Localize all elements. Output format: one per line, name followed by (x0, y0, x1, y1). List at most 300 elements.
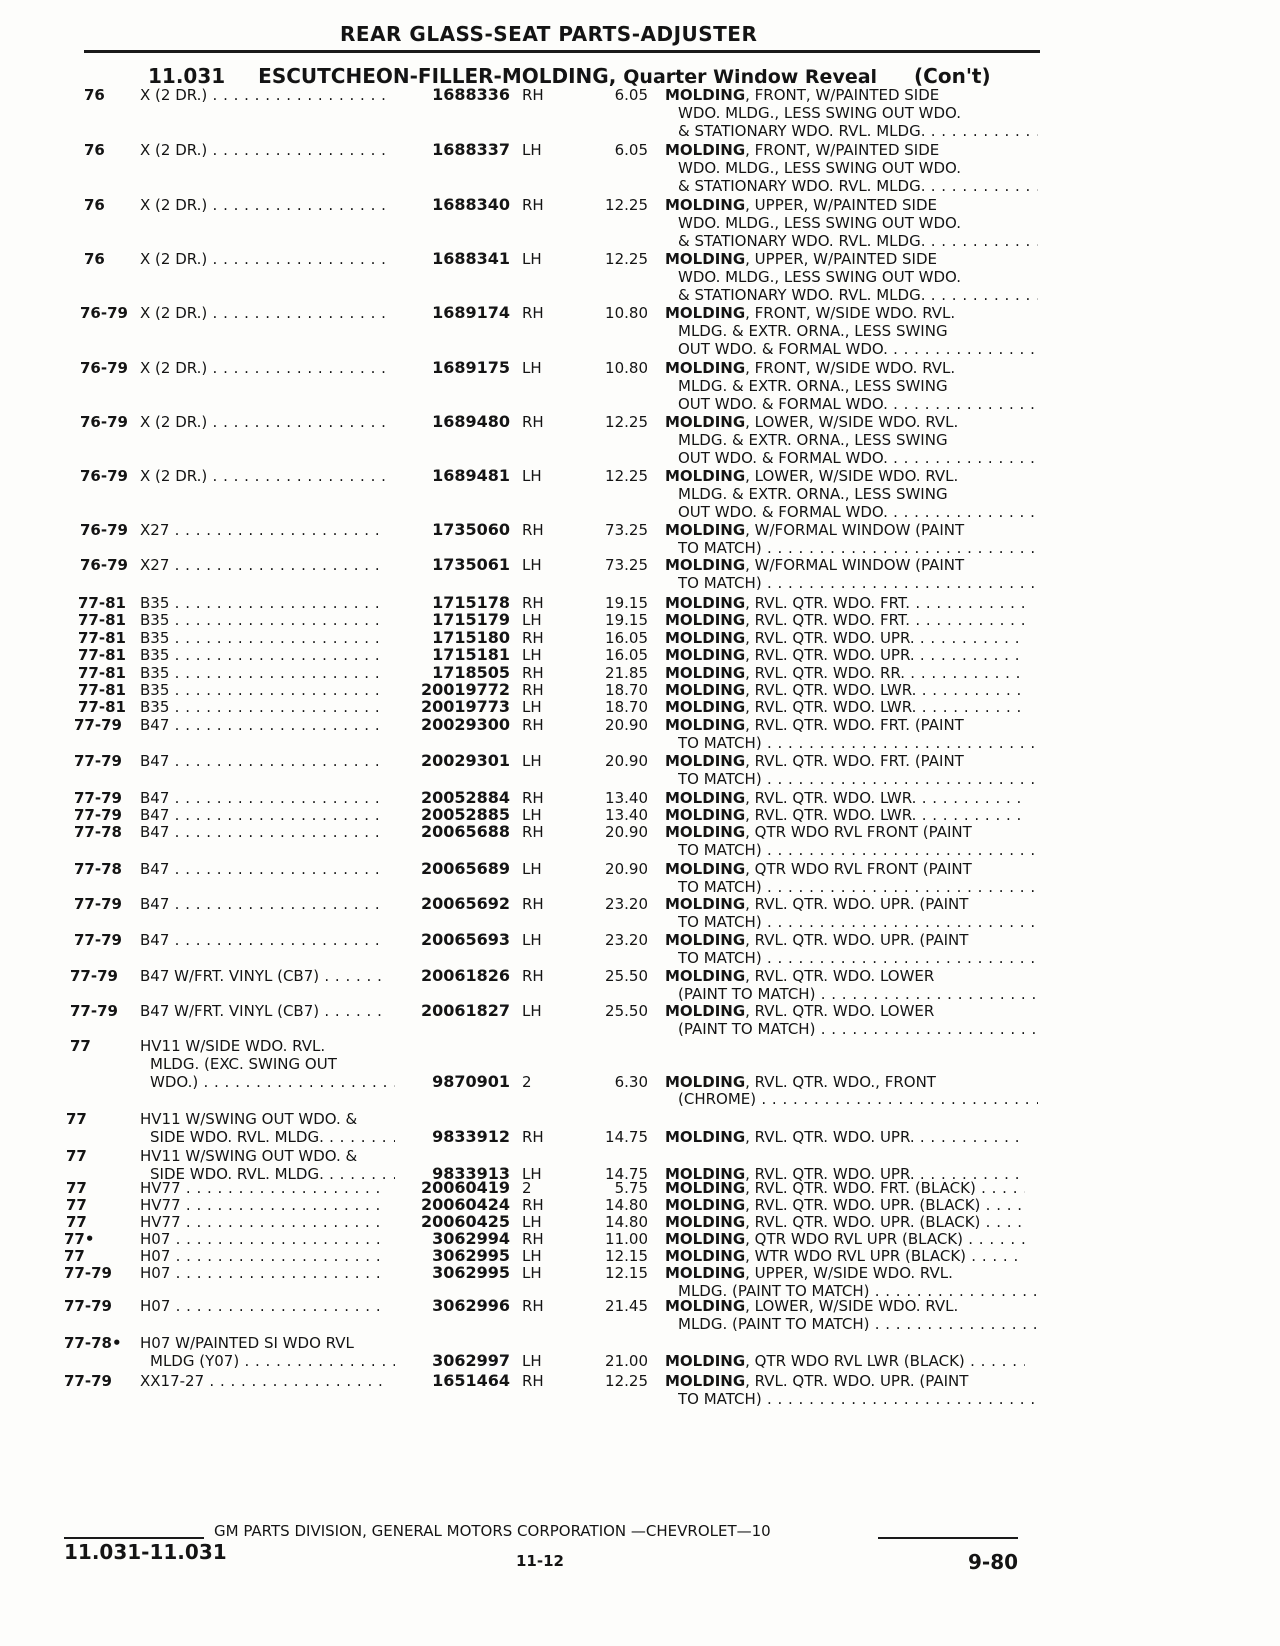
section-number: 11.031 (148, 64, 226, 88)
price-cell: 13.40 (605, 806, 648, 824)
part-row (0, 967, 1280, 985)
price-cell: 5.75 (614, 1179, 648, 1197)
part-row (0, 716, 1280, 734)
model-cell: HV11 W/SWING OUT WDO. & (140, 1110, 358, 1128)
side-cell: RH (522, 629, 544, 647)
side-cell: LH (522, 752, 542, 770)
side-cell: LH (522, 611, 542, 629)
side-cell: RH (522, 895, 544, 913)
description-line (0, 503, 1280, 521)
price-cell: 25.50 (605, 1002, 648, 1020)
description-line (0, 770, 1280, 788)
part-row (0, 304, 1280, 322)
price-cell: 19.15 (605, 611, 648, 629)
footer-page-number: 11-12 (516, 1552, 564, 1570)
price-cell: 18.70 (605, 698, 648, 716)
year-cell: 77-81 (78, 611, 126, 629)
description-cell: MOLDING, RVL. QTR. WDO. FRT. . . . (665, 611, 1025, 629)
price-cell: 6.30 (614, 1072, 648, 1091)
side-cell: RH (522, 1230, 544, 1248)
side-cell: LH (522, 1264, 542, 1282)
year-cell: 77-79 (74, 931, 122, 949)
part-row (0, 359, 1280, 377)
side-cell: LH (522, 359, 542, 377)
price-cell: 73.25 (605, 556, 648, 574)
description-line (0, 539, 1280, 557)
model-cell: X (2 DR.) . . . (140, 141, 385, 159)
description-cell: MLDG. & EXTR. ORNA., LESS SWING (678, 430, 948, 449)
side-cell: LH (522, 556, 542, 574)
description-cell: (PAINT TO MATCH) . . . (678, 985, 1038, 1003)
model-cell: MLDG (Y07) . . . (150, 1352, 395, 1370)
model-cell: H07 . . . (140, 1264, 385, 1282)
section-continued: (Con't) (914, 64, 991, 88)
footer-date: 9-80 (968, 1550, 1019, 1574)
description-cell: MLDG. & EXTR. ORNA., LESS SWING (678, 321, 948, 340)
description-cell: MOLDING, RVL. QTR. WDO. LOWER (665, 1002, 935, 1020)
price-cell: 13.40 (605, 789, 648, 807)
description-cell: TO MATCH) . . . (678, 913, 1038, 931)
year-cell: 77-81 (78, 664, 126, 682)
part-number: 1715179 (432, 610, 510, 629)
model-cell: B47 . . . (140, 895, 385, 913)
year-cell: 77-79 (74, 806, 122, 824)
price-cell: 23.20 (605, 931, 648, 949)
description-line (0, 949, 1280, 967)
description-cell: MLDG. (PAINT TO MATCH) . . . (678, 1315, 1038, 1333)
part-row (0, 681, 1280, 699)
description-cell: MOLDING, RVL. QTR. WDO. UPR. . . . (665, 1128, 1025, 1146)
description-cell: MOLDING, LOWER, W/SIDE WDO. RVL. (665, 1297, 959, 1315)
side-cell: LH (522, 698, 542, 716)
year-cell: 77-78• (64, 1334, 122, 1352)
description-line (0, 104, 1280, 122)
price-cell: 14.80 (605, 1196, 648, 1214)
price-cell: 21.45 (605, 1297, 648, 1315)
footer-publisher: GM PARTS DIVISION, GENERAL MOTORS CORPORATION —CHEVROLET—10 (214, 1522, 771, 1540)
description-cell: OUT WDO. & FORMAL WDO. . . . (678, 395, 1038, 413)
side-cell: RH (522, 413, 544, 431)
side-cell: RH (522, 664, 544, 682)
side-cell: LH (522, 1002, 542, 1020)
model-cell: HV77 . . . (140, 1196, 385, 1214)
description-cell: MOLDING, RVL. QTR. WDO. RR. . . . (665, 664, 1025, 682)
part-number: 20019773 (420, 697, 510, 716)
year-cell: 77 (66, 1196, 87, 1214)
side-cell: RH (522, 304, 544, 322)
part-row (0, 1352, 1280, 1370)
price-cell: 16.05 (605, 629, 648, 647)
year-cell: 77-79 (74, 752, 122, 770)
part-row (0, 1264, 1280, 1282)
part-row (0, 1073, 1280, 1091)
model-cell: B35 . . . (140, 681, 385, 699)
year-cell: 77 (66, 1213, 87, 1231)
model-cell: B35 . . . (140, 698, 385, 716)
side-cell: 2 (522, 1072, 532, 1091)
year-cell: 77 (66, 1147, 87, 1165)
description-cell: MOLDING, FRONT, W/PAINTED SIDE (665, 141, 940, 159)
description-cell: MOLDING, RVL. QTR. WDO., FRONT (665, 1072, 936, 1091)
year-cell: 77 (66, 1110, 87, 1128)
year-cell: 77 (64, 1247, 85, 1265)
footer-section-range: 11.031-11.031 (64, 1540, 227, 1564)
description-cell: MOLDING, LOWER, W/SIDE WDO. RVL. (665, 467, 959, 485)
part-number: 1689481 (432, 466, 510, 485)
model-cell: X (2 DR.) . . . (140, 359, 385, 377)
part-row (0, 141, 1280, 159)
description-line (0, 449, 1280, 467)
side-cell: LH (522, 931, 542, 949)
description-cell: MOLDING, RVL. QTR. WDO. LWR. . . . (665, 806, 1025, 824)
price-cell: 25.50 (605, 967, 648, 985)
model-cell: B47 . . . (140, 789, 385, 807)
part-number: 9833913 (432, 1163, 510, 1183)
part-row (0, 1037, 1280, 1055)
year-cell: 77-79 (64, 1372, 112, 1390)
description-line (0, 574, 1280, 592)
section-subtitle: Quarter Window Reveal (623, 66, 878, 88)
description-cell: (PAINT TO MATCH) . . . (678, 1020, 1038, 1038)
part-row (0, 86, 1280, 104)
description-line (0, 1315, 1280, 1333)
price-cell: 12.25 (605, 196, 648, 214)
side-cell: 2 (522, 1179, 532, 1197)
part-row (0, 789, 1280, 807)
model-cell: SIDE WDO. RVL. MLDG. . . . (150, 1128, 395, 1146)
part-number: 20065692 (420, 894, 510, 913)
description-cell: MOLDING, RVL. QTR. WDO. LWR. . . . (665, 681, 1025, 699)
price-cell: 16.05 (605, 646, 648, 664)
model-cell: X (2 DR.) . . . (140, 250, 385, 268)
side-cell: RH (522, 967, 544, 985)
year-cell: 76 (84, 86, 105, 104)
part-number: 20060425 (420, 1212, 510, 1231)
model-cell: X (2 DR.) . . . (140, 413, 385, 431)
side-cell: LH (522, 806, 542, 824)
side-cell: RH (522, 681, 544, 699)
model-cell: H07 . . . (140, 1297, 385, 1315)
side-cell: LH (522, 1213, 542, 1231)
side-cell: RH (522, 789, 544, 807)
description-cell: MLDG. & EXTR. ORNA., LESS SWING (678, 484, 948, 503)
model-cell: X (2 DR.) . . . (140, 304, 385, 322)
description-cell: & STATIONARY WDO. RVL. MLDG. . . . (678, 177, 1038, 195)
year-cell: 77-81 (78, 594, 126, 612)
part-number: 20029301 (420, 751, 510, 770)
model-cell: B35 . . . (140, 664, 385, 682)
model-cell: B47 . . . (140, 752, 385, 770)
part-number: 1689175 (432, 358, 510, 377)
part-row (0, 1179, 1280, 1197)
price-cell: 14.80 (605, 1213, 648, 1231)
part-row (0, 1372, 1280, 1390)
description-cell: MOLDING, RVL. QTR. WDO. LOWER (665, 967, 935, 985)
price-cell: 10.80 (605, 304, 648, 322)
description-cell: WDO. MLDG., LESS SWING OUT WDO. (678, 267, 961, 286)
price-cell: 6.05 (614, 86, 648, 104)
part-row (0, 698, 1280, 716)
year-cell: 77-81 (78, 629, 126, 647)
description-cell: MOLDING, RVL. QTR. WDO. UPR. . . . (665, 1165, 1025, 1183)
description-cell: MOLDING, RVL. QTR. WDO. LWR. . . . (665, 698, 1025, 716)
model-cell: HV11 W/SIDE WDO. RVL. (140, 1037, 326, 1055)
part-row (0, 806, 1280, 824)
description-cell: & STATIONARY WDO. RVL. MLDG. . . . (678, 286, 1038, 304)
part-row (0, 664, 1280, 682)
model-cell: HV77 . . . (140, 1179, 385, 1197)
part-number: 1715181 (432, 645, 510, 664)
model-cell: B47 . . . (140, 823, 385, 841)
price-cell: 12.25 (605, 1372, 648, 1390)
year-cell: 77-79 (70, 967, 118, 985)
side-cell: LH (522, 1351, 542, 1370)
description-cell: MOLDING, RVL. QTR. WDO. UPR. (BLACK) . . . (665, 1213, 1025, 1231)
year-cell: 77 (70, 1037, 91, 1055)
part-number: 20065689 (420, 859, 510, 878)
model-cell: B47 . . . (140, 716, 385, 734)
description-cell: MOLDING, WTR WDO RVL UPR (BLACK) . . . (665, 1247, 1025, 1265)
year-cell: 77-79 (64, 1297, 112, 1315)
description-line (0, 232, 1280, 250)
price-cell: 20.90 (605, 752, 648, 770)
part-row (0, 1110, 1280, 1128)
description-cell: & STATIONARY WDO. RVL. MLDG. . . . (678, 122, 1038, 140)
side-cell: RH (522, 196, 544, 214)
part-row (0, 594, 1280, 612)
model-cell: X (2 DR.) . . . (140, 196, 385, 214)
part-number: 20065693 (420, 930, 510, 949)
part-row (0, 1196, 1280, 1214)
price-cell: 12.25 (605, 413, 648, 431)
price-cell: 12.25 (605, 467, 648, 485)
section-title: ESCUTCHEON-FILLER-MOLDING, (258, 64, 617, 88)
part-row (0, 1230, 1280, 1248)
year-cell: 77-79 (70, 1002, 118, 1020)
description-cell: MOLDING, RVL. QTR. WDO. FRT. (PAINT (665, 752, 964, 770)
description-cell: MOLDING, RVL. QTR. WDO. FRT. (PAINT (665, 716, 964, 734)
description-cell: TO MATCH) . . . (678, 539, 1038, 557)
part-number: 1718505 (432, 663, 510, 682)
part-number: 20019772 (420, 680, 510, 699)
year-cell: 77 (66, 1179, 87, 1197)
model-cell: B47 . . . (140, 860, 385, 878)
model-cell: H07 . . . (140, 1247, 385, 1265)
model-cell: X (2 DR.) . . . (140, 467, 385, 485)
description-cell: MLDG. (PAINT TO MATCH) . . . (678, 1282, 1038, 1300)
price-cell: 20.90 (605, 716, 648, 734)
description-cell: TO MATCH) . . . (678, 770, 1038, 788)
footer-rule-left (64, 1537, 204, 1539)
part-row (0, 413, 1280, 431)
part-number: 3062995 (432, 1263, 510, 1282)
model-cell: B35 . . . (140, 646, 385, 664)
part-number: 1735061 (432, 555, 510, 574)
description-cell: MOLDING, QTR WDO RVL UPR (BLACK) . . . (665, 1230, 1025, 1248)
part-number: 1715180 (432, 628, 510, 647)
part-row (0, 629, 1280, 647)
description-cell: MOLDING, LOWER, W/SIDE WDO. RVL. (665, 413, 959, 431)
description-cell: OUT WDO. & FORMAL WDO. . . . (678, 503, 1038, 521)
description-line (0, 268, 1280, 286)
side-cell: LH (522, 1247, 542, 1265)
year-cell: 76 (84, 250, 105, 268)
model-cell: WDO.) . . . (150, 1073, 395, 1091)
part-number: 1688340 (432, 195, 510, 214)
part-number: 1715178 (432, 593, 510, 612)
model-cell: SIDE WDO. RVL. MLDG. . . . (150, 1165, 395, 1183)
part-number: 20060424 (420, 1195, 510, 1214)
description-line (0, 878, 1280, 896)
model-cell: X27 . . . (140, 521, 385, 539)
description-cell: MOLDING, UPPER, W/SIDE WDO. RVL. (665, 1264, 953, 1282)
part-row (0, 556, 1280, 574)
side-cell: RH (522, 1372, 544, 1390)
description-cell: MOLDING, RVL. QTR. WDO. FRT. . . . (665, 594, 1025, 612)
description-cell: TO MATCH) . . . (678, 949, 1038, 967)
description-cell: WDO. MLDG., LESS SWING OUT WDO. (678, 103, 961, 122)
description-line (0, 377, 1280, 395)
description-line (0, 214, 1280, 232)
page-title: REAR GLASS-SEAT PARTS-ADJUSTER (340, 22, 758, 46)
footer-rule-right (878, 1537, 1018, 1539)
model-cell: X27 . . . (140, 556, 385, 574)
part-number: 9870901 (432, 1071, 510, 1091)
description-cell: MOLDING, QTR WDO RVL FRONT (PAINT (665, 860, 972, 878)
part-number: 20065688 (420, 822, 510, 841)
description-cell: OUT WDO. & FORMAL WDO. . . . (678, 340, 1038, 358)
year-cell: 77• (64, 1230, 95, 1248)
part-number: 20060419 (420, 1178, 510, 1197)
side-cell: RH (522, 823, 544, 841)
part-row (0, 1247, 1280, 1265)
model-cell: XX17-27 . . . (140, 1372, 385, 1390)
year-cell: 77-79 (74, 716, 122, 734)
year-cell: 76-79 (80, 359, 128, 377)
model-cell: B35 . . . (140, 611, 385, 629)
description-cell: TO MATCH) . . . (678, 878, 1038, 896)
part-number: 20061826 (420, 966, 510, 985)
year-cell: 76-79 (80, 521, 128, 539)
part-number: 3062997 (432, 1350, 510, 1370)
description-cell: (CHROME) . . . (678, 1090, 1038, 1108)
part-row (0, 895, 1280, 913)
description-cell: MOLDING, QTR WDO RVL FRONT (PAINT (665, 823, 972, 841)
part-row (0, 1297, 1280, 1315)
side-cell: LH (522, 860, 542, 878)
model-cell: B35 . . . (140, 629, 385, 647)
part-row (0, 611, 1280, 629)
model-cell: B47 . . . (140, 931, 385, 949)
description-line (0, 177, 1280, 195)
description-line (0, 395, 1280, 413)
description-cell: MOLDING, RVL. QTR. WDO. UPR. . . . (665, 646, 1025, 664)
price-cell: 20.90 (605, 823, 648, 841)
description-cell: TO MATCH) . . . (678, 574, 1038, 592)
part-number: 20029300 (420, 715, 510, 734)
part-number: 3062994 (432, 1229, 510, 1248)
part-number: 20061827 (420, 1001, 510, 1020)
part-row (0, 646, 1280, 664)
price-cell: 23.20 (605, 895, 648, 913)
description-line (0, 1390, 1280, 1408)
year-cell: 77-79 (64, 1264, 112, 1282)
year-cell: 77-78 (74, 860, 122, 878)
part-number: 20052884 (420, 788, 510, 807)
side-cell: LH (522, 250, 542, 268)
part-number: 3062995 (432, 1246, 510, 1265)
part-row (0, 1002, 1280, 1020)
model-cell: B47 W/FRT. VINYL (CB7) . . . (140, 967, 385, 985)
description-cell: MOLDING, UPPER, W/PAINTED SIDE (665, 196, 937, 214)
part-row (0, 1213, 1280, 1231)
description-cell: TO MATCH) . . . (678, 734, 1038, 752)
description-cell: MOLDING, UPPER, W/PAINTED SIDE (665, 250, 937, 268)
side-cell: RH (522, 86, 544, 104)
description-cell: MOLDING, RVL. QTR. WDO. UPR. (PAINT (665, 1372, 969, 1390)
model-cell: X (2 DR.) . . . (140, 86, 385, 104)
part-row (0, 521, 1280, 539)
description-cell: MLDG. & EXTR. ORNA., LESS SWING (678, 376, 948, 395)
side-cell: LH (522, 646, 542, 664)
description-line (0, 159, 1280, 177)
description-cell: MOLDING, RVL. QTR. WDO. UPR. (PAINT (665, 895, 969, 913)
part-number: 1688337 (432, 140, 510, 159)
description-cell: & STATIONARY WDO. RVL. MLDG. . . . (678, 232, 1038, 250)
description-cell: WDO. MLDG., LESS SWING OUT WDO. (678, 213, 961, 232)
description-line (0, 841, 1280, 859)
part-row (0, 1334, 1280, 1352)
model-cell: B47 . . . (140, 806, 385, 824)
description-cell: MOLDING, RVL. QTR. WDO. FRT. (BLACK) . . . (665, 1179, 1025, 1197)
part-number: 1689480 (432, 412, 510, 431)
description-cell: TO MATCH) . . . (678, 1390, 1038, 1408)
model-cell: MLDG. (EXC. SWING OUT (150, 1054, 337, 1073)
part-number: 1688336 (432, 85, 510, 104)
side-cell: RH (522, 1297, 544, 1315)
description-line (0, 734, 1280, 752)
description-cell: MOLDING, W/FORMAL WINDOW (PAINT (665, 556, 965, 574)
description-cell: OUT WDO. & FORMAL WDO. . . . (678, 449, 1038, 467)
part-number: 1689174 (432, 303, 510, 322)
price-cell: 14.75 (605, 1164, 648, 1183)
part-row (0, 752, 1280, 770)
year-cell: 77-78 (74, 823, 122, 841)
description-cell: MOLDING, RVL. QTR. WDO. UPR. . . . (665, 629, 1025, 647)
description-line (0, 286, 1280, 304)
description-cell: MOLDING, RVL. QTR. WDO. UPR. (PAINT (665, 931, 969, 949)
side-cell: LH (522, 467, 542, 485)
part-number: 1688341 (432, 249, 510, 268)
year-cell: 77-81 (78, 681, 126, 699)
description-line (0, 322, 1280, 340)
price-cell: 19.15 (605, 594, 648, 612)
part-row (0, 467, 1280, 485)
description-cell: MOLDING, FRONT, W/SIDE WDO. RVL. (665, 304, 956, 322)
price-cell: 6.05 (614, 141, 648, 159)
part-row (0, 860, 1280, 878)
price-cell: 14.75 (605, 1127, 648, 1146)
price-cell: 12.15 (605, 1247, 648, 1265)
side-cell: RH (522, 716, 544, 734)
model-cell: HV77 . . . (140, 1213, 385, 1231)
part-row (0, 1128, 1280, 1146)
year-cell: 77-79 (74, 789, 122, 807)
year-cell: 76-79 (80, 413, 128, 431)
price-cell: 18.70 (605, 681, 648, 699)
year-cell: 77-79 (74, 895, 122, 913)
model-cell: H07 W/PAINTED SI WDO RVL (140, 1334, 354, 1352)
